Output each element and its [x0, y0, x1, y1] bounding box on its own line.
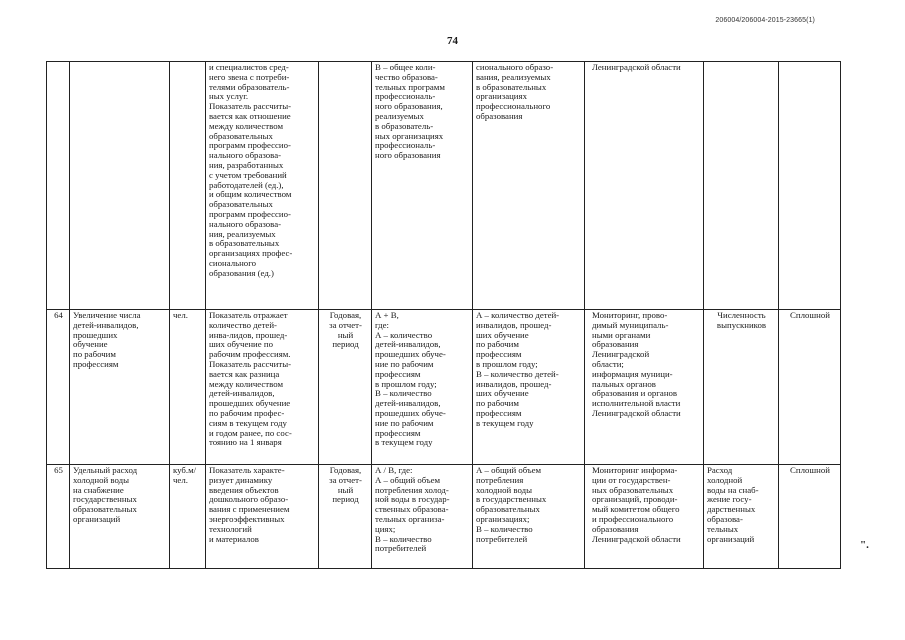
coverage-cell: Сплошной [779, 465, 841, 569]
unit-cell: куб.м/ чел. [170, 465, 206, 569]
periodicity-cell: Годовая, за отчет- ный период [319, 465, 372, 569]
table-row [47, 62, 841, 310]
row-number-cell: 64 [47, 310, 70, 465]
periodicity-cell [319, 62, 372, 310]
population-cell [704, 62, 779, 310]
table-row [47, 465, 841, 569]
indicators-table [46, 61, 841, 569]
data-collection-method-cell: Мониторинг, прово- димый муниципаль- ными органами образования Ленинградской области; информация муници- пальных органов образования и органов исполнительной власти Ленинградской области [585, 310, 704, 465]
formula-cell: А / В, где: А – общий объем потребления холод- ной воды в государ- ственных образова- тельных организа- циях; В – количество потребителей [372, 465, 473, 569]
population-cell: Численность выпускников [704, 310, 779, 465]
base-indicators-cell: сионального образо- вания, реализуемых в образовательных организациях профессионального образования [473, 62, 585, 310]
document-id: 206004/206004-2015-23665(1) [715, 17, 815, 24]
population-cell: Расход холодной воды на снаб- жение госу- дарственных образова- тельных организаций [704, 465, 779, 569]
definition-cell: Показатель характе- ризует динамику введения объектов дошкольного образо- вания с применением энергоэффективных технологий и материалов [206, 465, 319, 569]
periodicity-cell: Годовая, за отчет- ный период [319, 310, 372, 465]
definition-cell: Показатель отражает количество детей- инва-лидов, прошед- ших обучение по рабочим профессиям. Показатель рассчиты- вается как разница между количеством детей-инвалидов, прошедших обучение по рабочим профес- сиям в текущем году и годом ранее, по сос- тоянию на 1 января [206, 310, 319, 465]
coverage-cell [779, 62, 841, 310]
row-number-cell [47, 62, 70, 310]
table-row [47, 310, 841, 465]
formula-cell: А + В, где: А – количество детей-инвалидов, прошедших обуче- ние по рабочим профессиям в прошлом году; В – количество детей-инвалидов, прошедших обуче- ние по рабочим профессиям в текущем году [372, 310, 473, 465]
indicator-name-cell [70, 62, 170, 310]
base-indicators-cell: А – общий объем потребления холодной воды в государственных образовательных организациях; В – количество потребителей [473, 465, 585, 569]
row-number-cell: 65 [47, 465, 70, 569]
base-indicators-cell: А – количество детей- инвалидов, прошед- ших обучение по рабочим профессиям в прошлом году; В – количество детей- инвалидов, прошед- ших обучение по рабочим профессиям в текущем году [473, 310, 585, 465]
data-collection-method-cell: Ленинградской области [585, 62, 704, 310]
unit-cell [170, 62, 206, 310]
coverage-cell: Сплошной [779, 310, 841, 465]
page-number: 74 [447, 35, 458, 47]
unit-cell: чел. [170, 310, 206, 465]
indicator-name-cell: Увеличение числа детей-инвалидов, прошедших обучение по рабочим профессиям [70, 310, 170, 465]
formula-cell: В – общее коли- чество образова- тельных программ профессиональ- ного образования, реализуемых в образователь- ных организациях профессиональ- ного образования [372, 62, 473, 310]
definition-cell: и специалистов сред- него звена с потреби- телями образователь- ных услуг. Показатель рассчиты- вается как отношение между количеством образовательных программ профессио- нального образова- ния, разработанных с учетом требований работодателей (ед.), и общим количеством образовательных программ профессио- нального образова- ния, реализуемых в образовательных организациях профес- сионального образования (ед.) [206, 62, 319, 310]
closing-quote-mark: ". [860, 539, 869, 551]
data-collection-method-cell: Мониторинг информа- ции от государствен- ных образовательных организаций, проводи- мый комитетом общего и профессионального образования Ленинградской области [585, 465, 704, 569]
indicator-name-cell: Удельный расход холодной воды на снабжение государственных образовательных организаций [70, 465, 170, 569]
